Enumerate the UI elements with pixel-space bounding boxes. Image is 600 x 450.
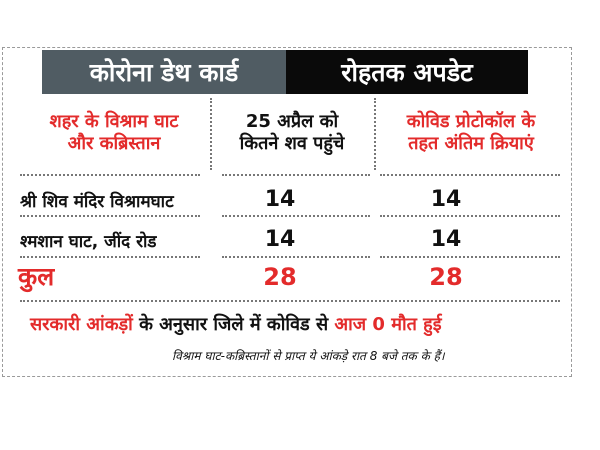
row-divider	[222, 215, 370, 217]
banner-title-text: कोरोना डेथ कार्ड	[89, 58, 239, 87]
total-covid: 28	[429, 263, 463, 291]
summary-sentence	[30, 312, 570, 336]
row-divider	[222, 174, 370, 176]
table-row-label: श्री शिव मंदिर विश्रामघाट	[20, 192, 174, 212]
row-divider	[20, 300, 560, 302]
header-arrived-line1: 25 अप्रैल को	[245, 110, 339, 132]
banner-subtitle-text: रोहतक अपडेट	[341, 58, 473, 87]
header-arrived	[212, 98, 372, 168]
header-ghats	[22, 98, 206, 168]
row-divider	[222, 256, 370, 258]
column-divider	[210, 98, 212, 170]
row-divider	[20, 174, 200, 176]
summary-part-official: सरकारी आंकड़ों	[30, 314, 133, 335]
total-arrived: 28	[263, 263, 297, 291]
summary-part-deaths: आज 0 मौत हुई	[334, 314, 442, 335]
table-cell-covid: 14	[430, 187, 462, 212]
row-divider	[20, 256, 200, 258]
banner-title	[42, 50, 286, 94]
table-row-label: श्मशान घाट, जींद रोड	[20, 232, 157, 252]
header-arrived-line2: कितने शव पहुंचे	[239, 133, 345, 154]
header-covid-line2: तहत अंतिम क्रियाएं	[408, 133, 534, 154]
row-divider	[380, 174, 560, 176]
header-covid-line1: कोविड प्रोटोकॉल के	[406, 110, 536, 132]
source-note: विश्राम घाट-कब्रिस्तानों से प्राप्त ये आंकड़े रात 8 बजे तक के हैं।	[172, 349, 445, 363]
row-divider	[20, 215, 200, 217]
banner-subtitle	[286, 50, 528, 94]
total-label: कुल	[18, 262, 55, 291]
header-covid-rites	[378, 98, 564, 168]
row-divider	[380, 215, 560, 217]
summary-part-middle: के अनुसार जिले में कोविड से	[132, 314, 335, 335]
header-ghats-line1: शहर के विश्राम घाट	[49, 110, 179, 132]
row-divider	[380, 256, 560, 258]
column-divider	[374, 98, 376, 170]
table-cell-arrived: 14	[264, 187, 296, 212]
table-cell-arrived: 14	[264, 227, 296, 252]
table-cell-covid: 14	[430, 227, 462, 252]
header-ghats-line2: और कब्रिस्तान	[67, 133, 161, 154]
